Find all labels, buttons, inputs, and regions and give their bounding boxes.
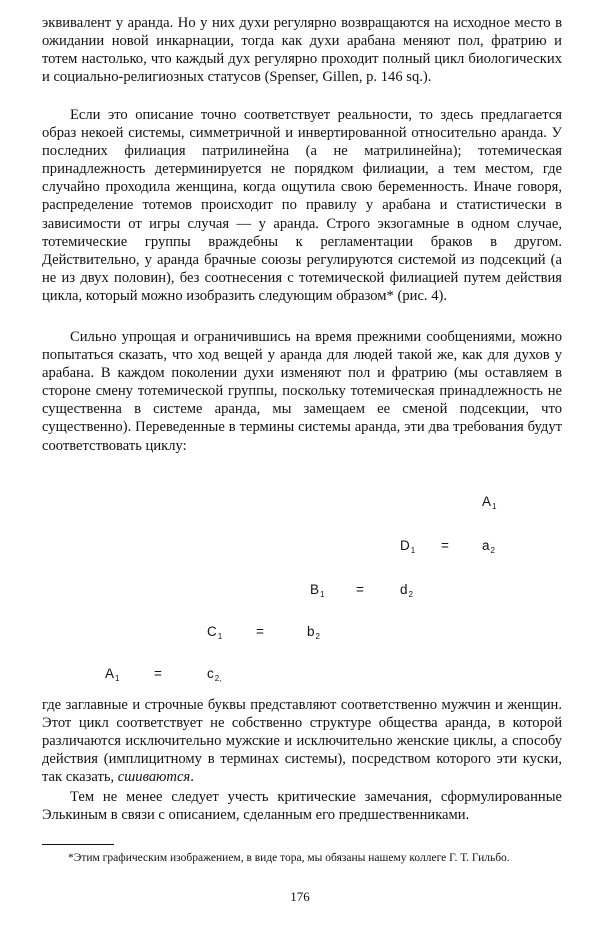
- formula-row-1-right: $a_2$: [482, 538, 495, 555]
- paragraph-3-text: Сильно упрощая и ограничившись на время прежними сообщениями, можно попытаться сказать, что ход вещей у аранда для людей такой же, как для духов у арабана. В каждом поколении духи изменяют пол и фратрию (мы оставляем в стороне смену тотемической группы, поскольку тотемическая принадлежность не существенна в системе аранда, мы замещаем ее сменой подсекции, что существенно). Переведенные в термины системы аранда, эти два требования будут соответствовать циклу:: [42, 329, 562, 454]
- footnote-divider: [42, 844, 114, 845]
- paragraph-4-text: где заглавные и строчные буквы представляют соответственно мужчин и женщин. Этот цикл соответствует не собственно структуре общества аранда, в которой различаются исключительно мужские и исключительно женские циклы, а способу действия (имплицитному в терминах системы), посредством которого эти куски, так сказать, сшиваются.: [42, 697, 562, 786]
- paragraph-2: [42, 106, 562, 305]
- formula-row-3-equals: =: [256, 624, 264, 639]
- formula-row-2-right: $d_2$: [400, 582, 413, 599]
- paragraph-4: [42, 696, 562, 786]
- paragraph-1-text: эквивалент у аранда. Но у них духи регулярно возвращаются на исходное место в ожидании новой инкарнации, тогда как духи арабана меняют пол, фратрию и тотем настолько, что каждый дух регулярно проходит полный цикл биологических и социально-религиозных статусов (Spenser, Gillen, p. 146 sq.).: [42, 15, 562, 86]
- page-number: 176: [290, 889, 310, 904]
- formula-row-1-equals: =: [441, 538, 449, 553]
- paragraph-1: [42, 14, 562, 86]
- formula-top-term: $A_1$: [482, 494, 497, 511]
- paragraph-5: [42, 788, 562, 824]
- formula-row-4-equals: =: [154, 666, 162, 681]
- formula-row-4-left: $A_1$: [105, 666, 120, 683]
- formula-row-1-left: $D_1$: [400, 538, 416, 555]
- footnote-text: *Этим графическим изображением, в виде тора, мы обязаны нашему коллеге Г. Т. Гильбо.: [68, 852, 510, 864]
- formula-row-2-left: $B_1$: [310, 582, 325, 599]
- formula-row-2-equals: =: [356, 582, 364, 597]
- footnote: [42, 851, 562, 866]
- paragraph-2-text: Если это описание точно соответствует реальности, то здесь предлагается образ некоей системы, симметричной и инвертированной относительно аранда. У последних филиация патрилинейна (а не матрилинейна); тотемическая принадлежность детерминируется не порядком филиации, а тем местом, где случайно проходила женщина, когда ощутила свою беременность. Иначе говоря, распределение тотемов происходит по правилу у арабана и статистически в зависимости от игры случая — у аранда. Строго экзогамные в одном случае, тотемические группы враждебны к регламентации браков в другом. Действительно, у аранда брачные союзы регулируются системой из подсекций (а не из двух половин), без соотнесения с тотемической филиацией путем действия цикла, который можно изобразить следующим образом* (рис. 4).: [42, 107, 562, 304]
- formula-row-4-right: $c_{2,}$: [207, 666, 222, 683]
- paragraph-3: [42, 328, 562, 455]
- formula-row-3-right: $b_2$: [307, 624, 320, 641]
- paragraph-5-text: Тем не менее следует учесть критические замечания, сформулированные Элькиным в связи с описанием, сделанным его предшественниками.: [42, 789, 562, 824]
- formula-row-3-left: $C_1$: [207, 624, 223, 641]
- emphasis-word: сшиваются: [117, 769, 191, 786]
